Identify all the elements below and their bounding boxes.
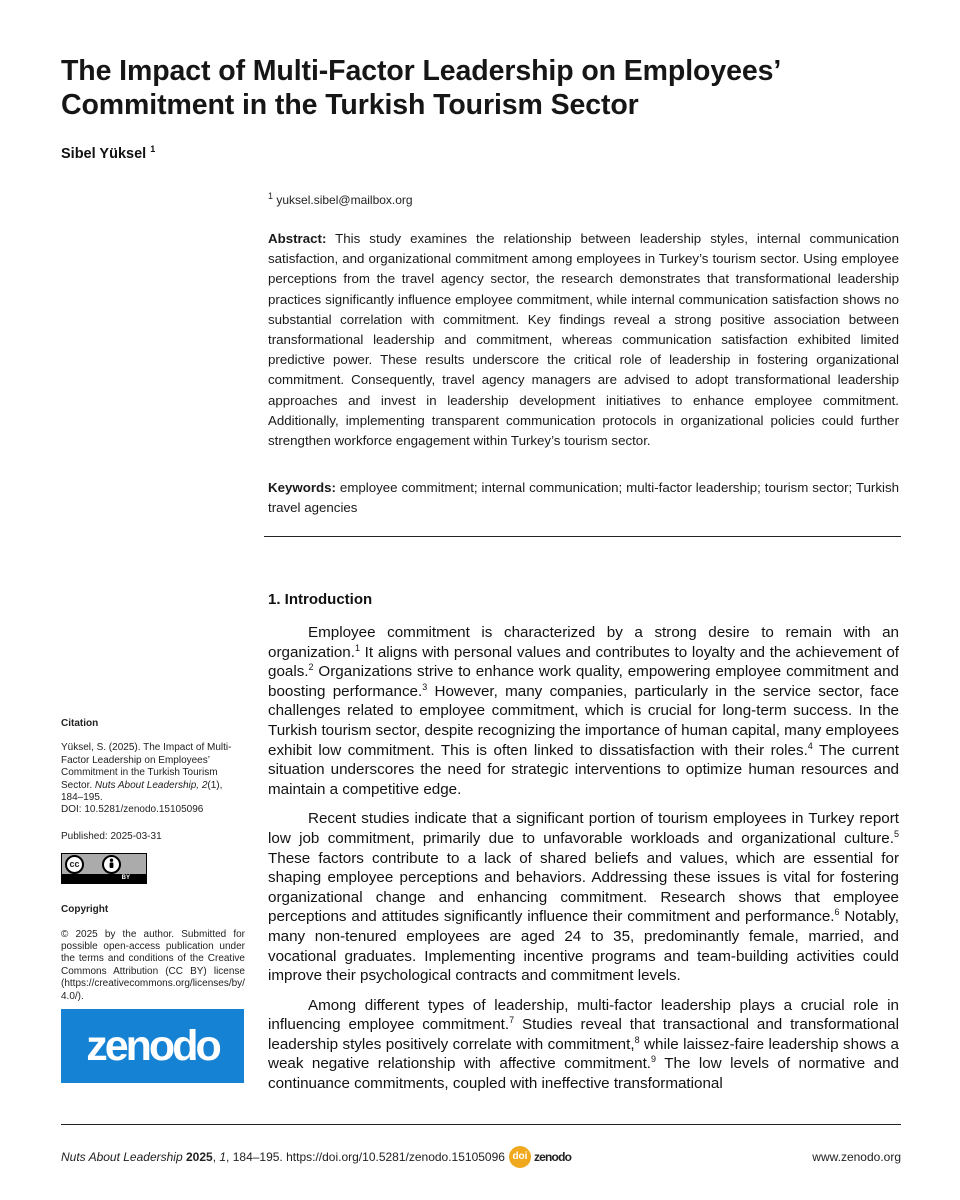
footer-zenodo-wordmark: zenodo (533, 1150, 572, 1164)
published-date: Published: 2025-03-31 (61, 830, 162, 842)
citation-text (61, 742, 245, 816)
cc-by-license-badge[interactable] (61, 853, 147, 884)
body-text-run: while laissez-faire leadership shows a weak negative relationship with affective commitment. (268, 1035, 899, 1073)
footer-pages-doi[interactable]: , 184–195. https://doi.org/10.5281/zenodo.15105096 (226, 1150, 505, 1164)
citation-journal: Nuts About Leadership, (94, 779, 200, 791)
footnote-ref[interactable]: 8 (634, 1034, 640, 1045)
author-line (61, 146, 155, 162)
sidebar (61, 718, 245, 1017)
email-sup: 1 (268, 191, 274, 201)
attribution-person-icon (102, 855, 121, 874)
body-text-run: However, many companies, particularly in the service sector, face challenges related to employee commitment, which is crucial for long-term success. In the Turkish tourism sector, despite recognizing the importance of human capital, many employees exhibit low commitment. This is often linked to dissatisfaction with their roles. (268, 682, 899, 759)
abstract (268, 229, 899, 451)
body-paragraph (268, 623, 899, 799)
paper-title: The Impact of Multi-Factor Leadership on Employees’ Commitment in the Turkish Tourism Sector (61, 55, 780, 121)
footnote-ref[interactable]: 5 (893, 828, 899, 839)
body-text-run: Notably, many non-tenured employees are aged 24 to 35, predominantly female, married, and vocational graduates. Implementing incentive programs and team-building activities could improve their psychological contracts and commitment levels. (268, 908, 899, 985)
body-text-run: These factors contribute to a lack of shared beliefs and values, which are essential for shaping employee perceptions and behaviors. Addressing these issues is vital for fostering organizational change and enhancing commitment. Research shows that employee perceptions and attitudes significantly influence their commitment and performance. (268, 849, 899, 926)
footnote-ref[interactable]: 6 (834, 907, 840, 918)
footnote-ref[interactable]: 9 (651, 1054, 657, 1065)
footnote-ref[interactable]: 2 (308, 662, 314, 673)
copyright-text: © 2025 by the author. Submitted for possible open-access publication under the terms and conditions of the Creative Commons Attribution (CC BY) license (https://creativecommons.org/licenses/by/4.0/). (61, 928, 245, 1002)
abstract-label: Abstract: (268, 231, 327, 246)
citation-issue-pages: (1), 184–195. (61, 779, 223, 804)
badge-by-label: BY (121, 875, 130, 882)
copyright-heading: Copyright (61, 904, 109, 916)
footer-volume: 1 (219, 1150, 227, 1164)
citation-doi[interactable]: DOI: 10.5281/zenodo.15105096 (61, 804, 204, 816)
footnote-ref[interactable]: 7 (509, 1015, 515, 1026)
footnote-ref[interactable]: 4 (807, 740, 813, 751)
abstract-text: This study examines the relationship between leadership styles, internal communication satisfaction, and organizational commitment among employees in Turkey’s tourism sector. Using employee perceptions from the travel agency sector, the research demonstrates that transformational leadership practices significantly influence employee commitment, while internal communication satisfaction shows no substantial correlation with commitment. Key findings reveal a strong positive association between transformational leadership and commitment, whereas communication satisfaction exhibited limited predictive power. These results underscore the critical role of leadership in fostering organizational commitment. Consequently, travel agency managers are advised to adopt transformational leadership approaches and invest in leadership development initiatives to enhance employee commitment. Additionally, implementing transparent communication protocols in organizational policies could further strengthen workforce engagement within Turkey’s tourism sector. (268, 231, 899, 449)
body-paragraph (268, 809, 899, 985)
footer-journal: Nuts About Leadership (61, 1150, 183, 1164)
page-footer: Nuts About Leadership 2025 , 1 , 184–195. https://doi.org/10.5281/zenodo.15105096 doi zenodo www.zenodo.org (61, 1146, 901, 1168)
footer-url[interactable]: www.zenodo.org (812, 1150, 901, 1164)
footer-divider (61, 1124, 901, 1125)
author-email-line (268, 193, 413, 207)
introduction-body (268, 623, 899, 1104)
abstract-divider (264, 536, 901, 537)
section-heading: 1. Introduction (268, 591, 373, 608)
body-text-run: Among different types of leadership, multi-factor leadership plays a crucial role in influencing employee commitment. (268, 996, 899, 1034)
keywords-label: Keywords: (268, 480, 336, 495)
author-affiliation-sup: 1 (150, 144, 156, 155)
doi-icon: doi (509, 1146, 531, 1168)
body-text-run: The low levels of normative and continuance commitments, coupled with ineffective transformational (268, 1055, 899, 1093)
citation-volume: 2 (201, 779, 208, 791)
author-name: Sibel Yüksel (61, 146, 147, 162)
citation-pre: Yüksel, S. (2025). The Impact of Multi-Factor Leadership on Employees’ Commitment in the Turkish Tourism Sector. (61, 742, 232, 791)
keywords-text: employee commitment; internal communication; multi-factor leadership; tourism sector; Turkish travel agencies (268, 480, 899, 516)
body-text-run: Studies reveal that transactional and transformational leadership styles positively correlate with commitment, (268, 1016, 899, 1053)
body-text-run: Employee commitment is characterized by a strong desire to remain with an organization. (268, 624, 899, 661)
body-text-run: It aligns with personal values and contributes to loyalty and the achievement of goals. (268, 643, 899, 681)
badge-bar (62, 874, 146, 883)
footnote-ref[interactable]: 1 (354, 642, 360, 653)
body-paragraph (268, 996, 899, 1094)
zenodo-logo-text: zenodo (86, 1022, 219, 1070)
footer-year: 2025 (185, 1150, 213, 1164)
body-text-run: Recent studies indicate that a significant portion of tourism employees in Turkey report low job commitment, primarily due to unfavorable workloads and organizational culture. (268, 810, 899, 847)
body-text-run: The current situation underscores the need for strategic interventions to optimize human resources and maintain a competitive edge. (268, 741, 899, 798)
citation-heading: Citation (61, 718, 99, 729)
zenodo-logo[interactable] (61, 1009, 244, 1083)
author-email[interactable]: yuksel.sibel@mailbox.org (276, 193, 413, 207)
copyright-block (61, 904, 245, 1003)
cc-icon: cc (65, 855, 84, 874)
keywords (268, 478, 899, 518)
body-text-run: Organizations strive to enhance work quality, empowering employee commitment and boosting performance. (268, 663, 899, 700)
footnote-ref[interactable]: 3 (422, 681, 428, 692)
citation-block (61, 718, 245, 817)
